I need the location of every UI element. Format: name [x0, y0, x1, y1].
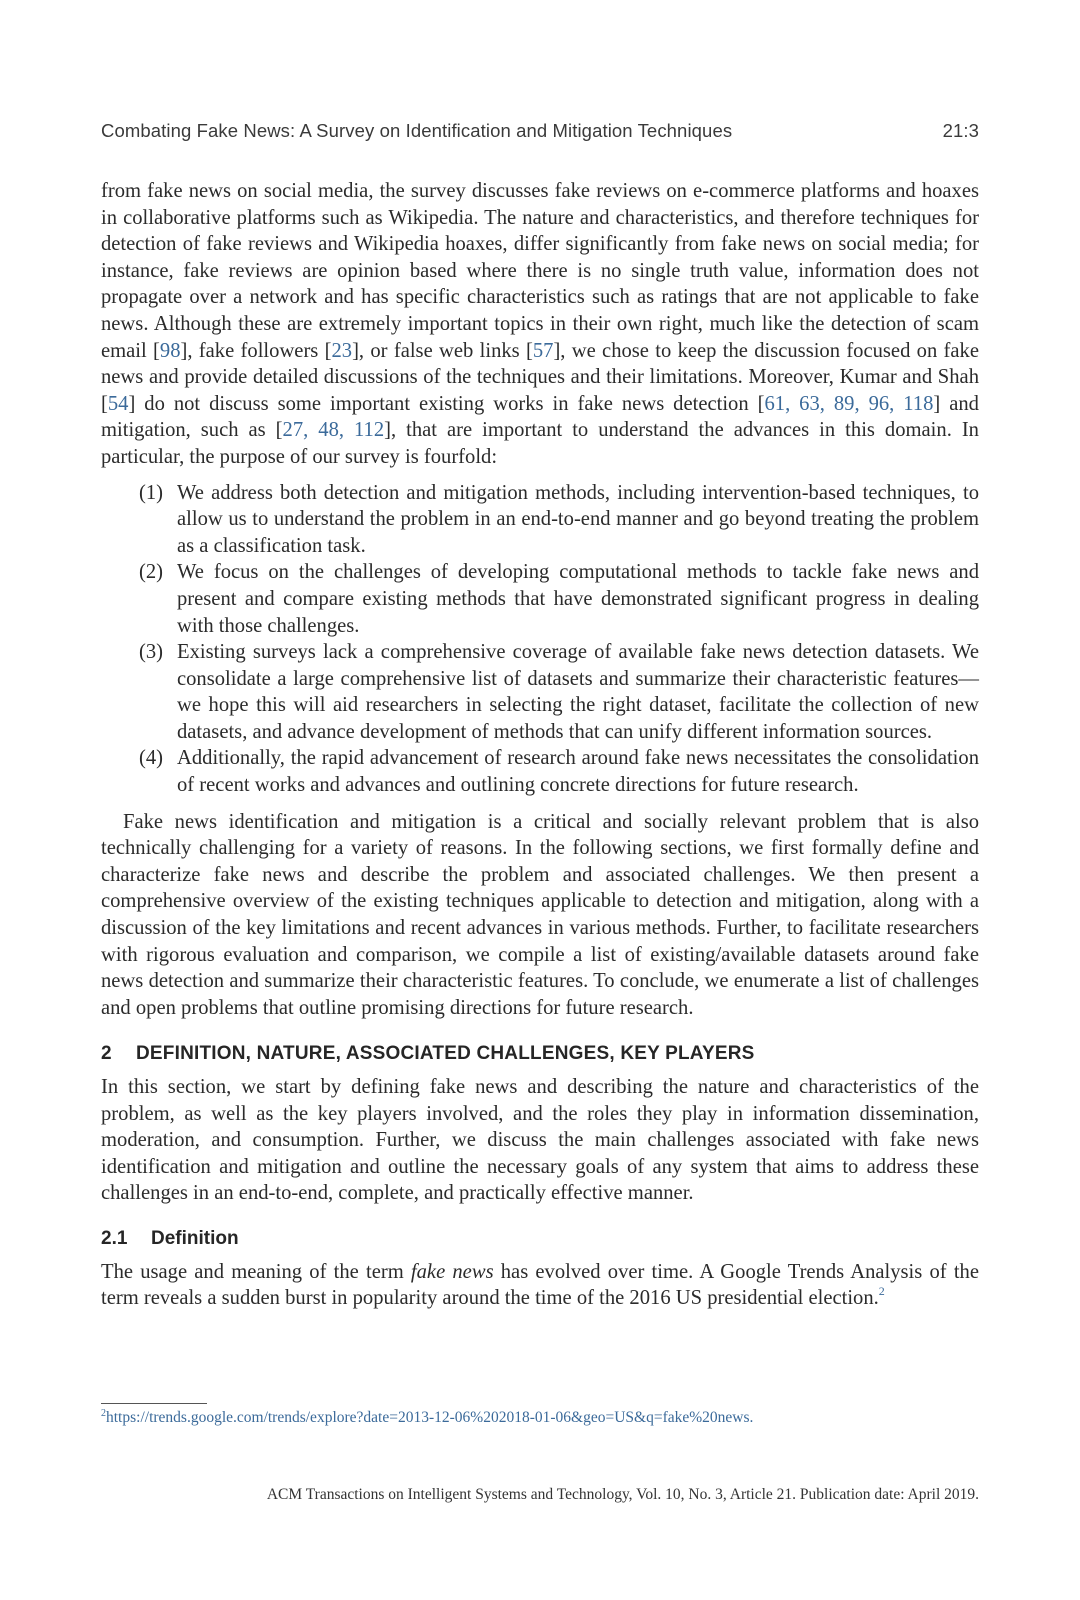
section-title: DEFINITION, NATURE, ASSOCIATED CHALLENGES, KEY PLAYERS [136, 1043, 755, 1065]
page-number: 21:3 [942, 120, 979, 141]
purpose-item [101, 639, 979, 745]
section-number: 2 [101, 1043, 112, 1065]
text-run: has evolved over time. A Google Trends Analysis of the term reveals a sudden burst in popularity around the time of the 2016 US presidential election. [101, 1260, 979, 1310]
text-run: ], fake followers [ [180, 339, 332, 362]
text-run: ], we chose to keep the discussion focused on fake news and provide detailed discussions of the techniques and their limitations. Moreover, Kumar and Shah [ [101, 339, 979, 415]
subsection-number: 2.1 [101, 1227, 128, 1249]
footnote-url-link[interactable]: https://trends.google.com/trends/explore?date=2013-12-06%202018-01-06&geo=US&q=fake%20news. [106, 1409, 754, 1426]
text-run: from fake news on social media, the survey discusses fake reviews on e-commerce platforms and hoaxes in collaborative platforms such as Wikipedia. The nature and characteristics, and therefore techniques for detection of fake reviews and Wikipedia hoaxes, differ significantly from fake news on social media; for instance, fake reviews are opinion based where there is no single truth value, information does not propagate over a network and has specific characteristics such as ratings that are not applicable to fake news. Although these are extremely important topics in their own right, much like the detection of scam email [ [101, 180, 979, 362]
subsection-heading [101, 1226, 979, 1253]
citation-link[interactable]: 54 [107, 392, 129, 415]
item-number: (1) [139, 481, 164, 504]
item-text: Existing surveys lack a comprehensive coverage of available fake news detection datasets. We consolidate a large comprehensive list of datasets and summarize their characteristic features—we hope this will aid researchers in selecting the right dataset, facilitate the collection of new datasets, and advance development of methods that can unify different information sources. [177, 641, 979, 743]
paragraph-intro [101, 178, 979, 471]
body-text [101, 178, 979, 1312]
citation-link[interactable]: 57 [532, 339, 554, 362]
text-run: ], that are important to understand the advances in this domain. In particular, the purpose of our survey is fourfold: [101, 419, 979, 468]
purpose-list [101, 480, 979, 799]
item-text: We address both detection and mitigation methods, including intervention-based techniques, to allow us to understand the problem in an end-to-end manner and go beyond treating the problem as a classification task. [177, 481, 979, 557]
text-run: ], or false web links [ [352, 339, 533, 362]
footnote [101, 1409, 753, 1427]
item-number: (3) [139, 641, 164, 664]
item-number: (4) [139, 747, 164, 770]
journal-footer: ACM Transactions on Intelligent Systems and Technology, Vol. 10, No. 3, Article 21. Publication date: April 2019. [266, 1486, 979, 1503]
citation-link[interactable]: 61, 63, 89, 96, 118 [764, 392, 934, 415]
definition-paragraph [101, 1259, 979, 1312]
running-head-title: Combating Fake News: A Survey on Identification and Mitigation Techniques [101, 120, 733, 141]
citation-link[interactable]: 23 [331, 339, 353, 362]
purpose-item [101, 559, 979, 639]
footnote-mark: 2 [101, 1408, 106, 1419]
footnote-divider [101, 1403, 207, 1404]
citation-link[interactable]: 27, 48, 112 [282, 419, 385, 442]
subsection-title: Definition [151, 1227, 239, 1249]
citation-link[interactable]: 98 [159, 339, 181, 362]
running-head [101, 120, 979, 148]
text-run: The usage and meaning of the term [101, 1260, 411, 1283]
paragraph-overview: Fake news identification and mitigation is a critical and socially relevant problem that is also technically challenging for a variety of reasons. In the following sections, we first formally define and characterize fake news and describe the problem and associated challenges. We then present a comprehensive overview of the existing techniques applicable to detection and mitigation, along with a discussion of the key limitations and recent advances in various methods. Further, to facilitate researchers with rigorous evaluation and comparison, we compile a list of existing/available datasets around fake news detection and summarize their characteristic features. To conclude, we enumerate a list of challenges and open problems that outline promising directions for future research. [101, 810, 979, 1019]
section-paragraph: In this section, we start by defining fake news and describing the nature and characteristics of the problem, as well as the key players involved, and the roles they play in information dissemination, moderation, and consumption. Further, we discuss the main challenges associated with fake news identification and mitigation and outline the necessary goals of any system that aims to address these challenges in an end-to-end, complete, and practically effective manner. [101, 1076, 979, 1205]
purpose-item [101, 745, 979, 798]
text-run: ] do not discuss some important existing works in fake news detection [ [128, 392, 765, 415]
item-number: (2) [139, 561, 164, 584]
text-run: ] and mitigation, such as [ [101, 392, 979, 442]
item-text: We focus on the challenges of developing computational methods to tackle fake news and present and compare existing methods that have demonstrated significant progress in dealing with those challenges. [177, 561, 979, 637]
footnote-ref[interactable]: 2 [878, 1284, 885, 1299]
item-text: Additionally, the rapid advancement of research around fake news necessitates the consolidation of recent works and advances and outlining concrete directions for future research. [177, 747, 979, 797]
section-heading [101, 1041, 979, 1068]
emphasis-term: fake news [410, 1260, 494, 1283]
purpose-item [101, 480, 979, 560]
